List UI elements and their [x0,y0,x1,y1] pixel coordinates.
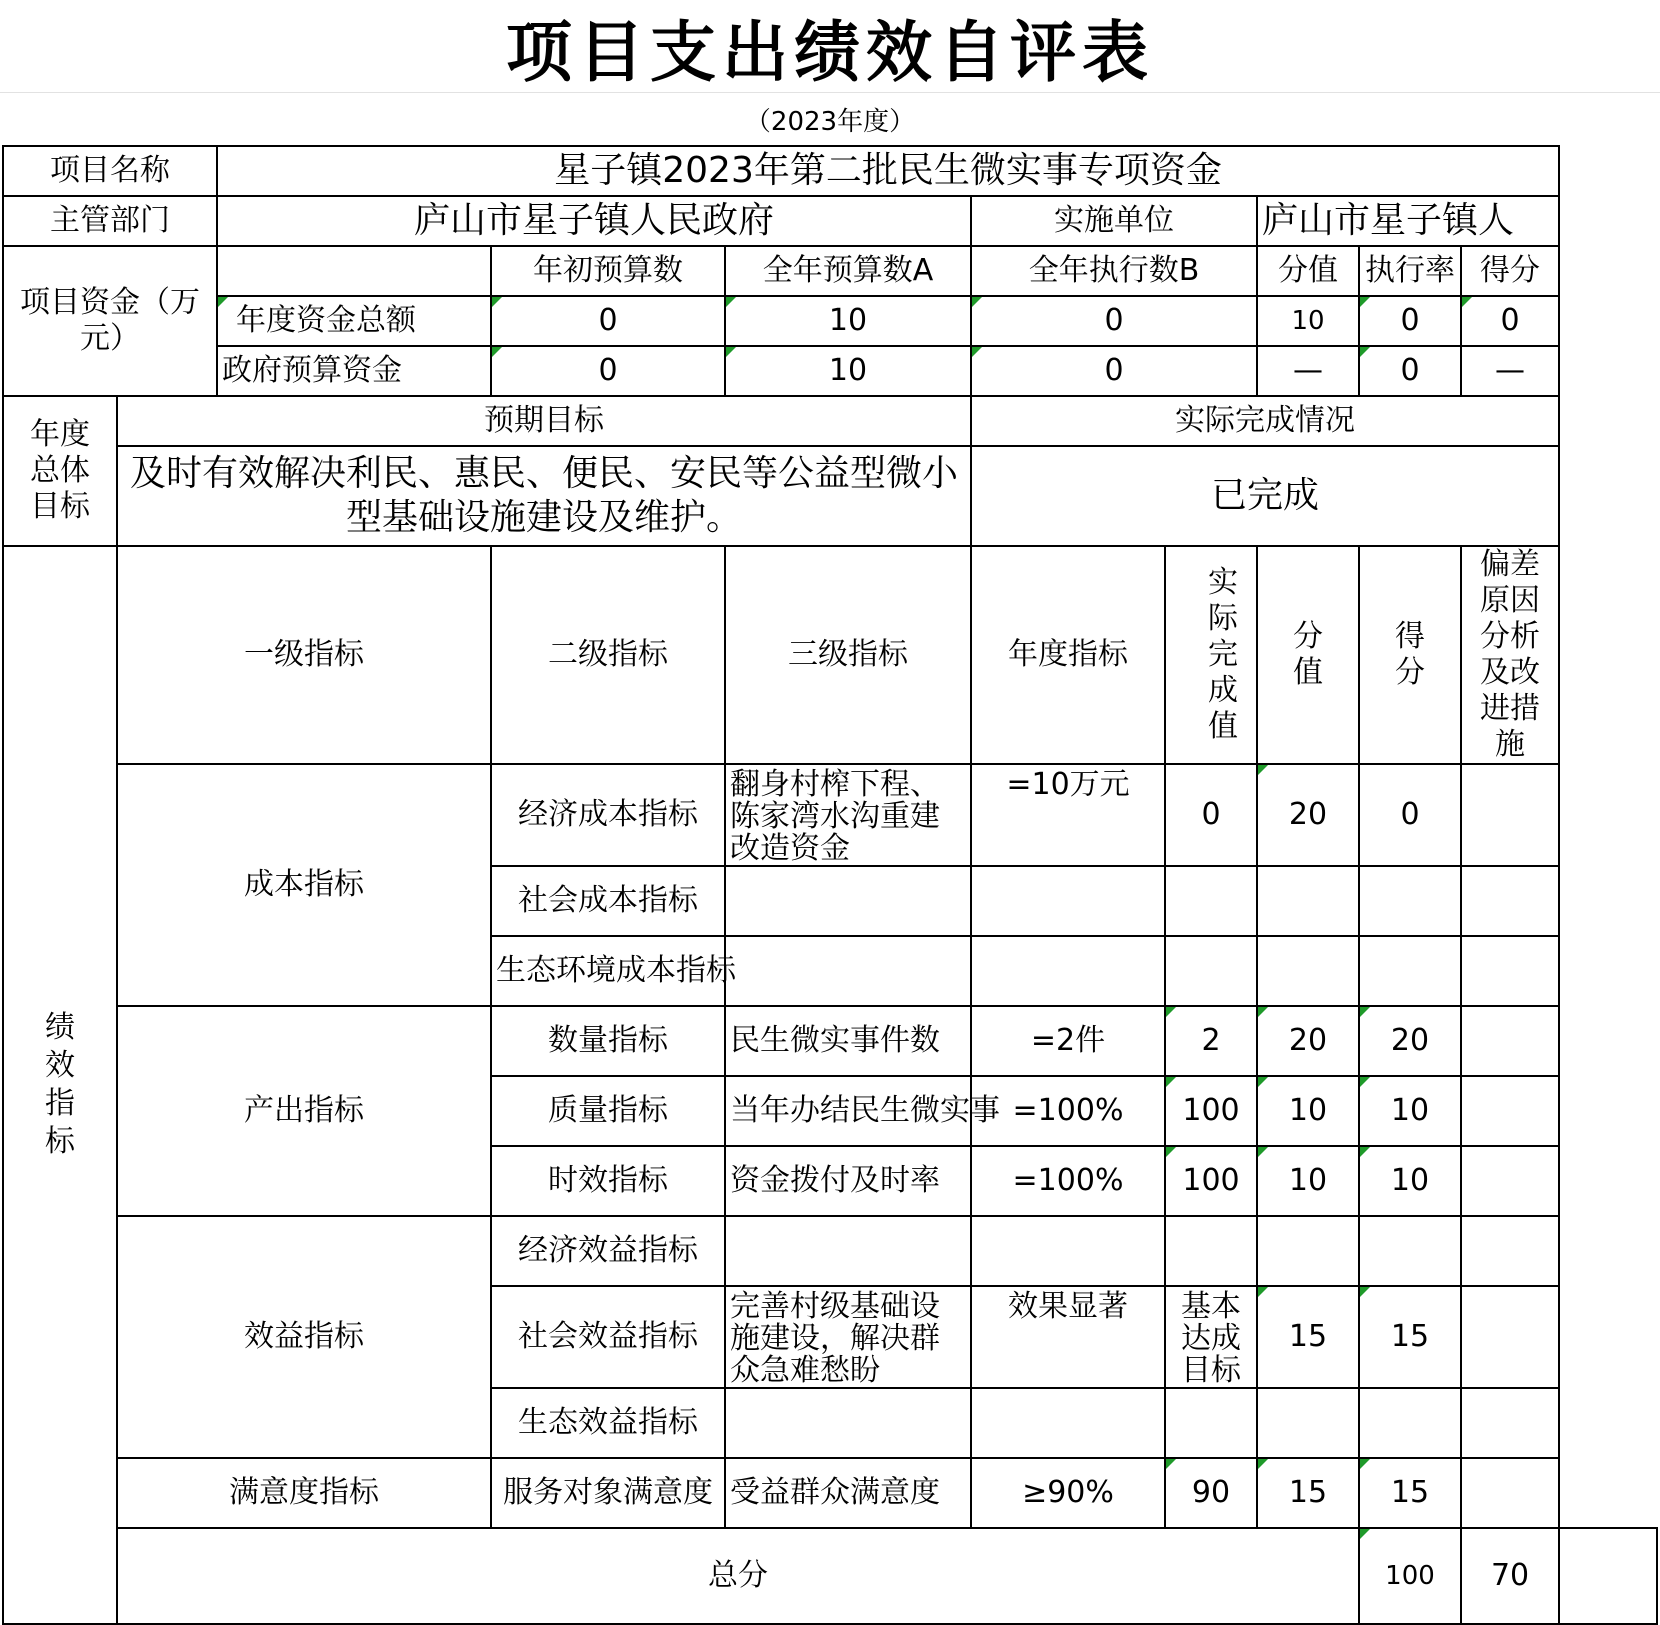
indicator-actual: 100 [1165,1146,1257,1216]
indicator-level3: 资金拨付及时率 [725,1146,971,1216]
indicator-actual [1165,936,1257,1006]
evaluation-table [2,145,1658,1625]
indicator-value: 20 [1257,1006,1359,1076]
funds-row-score-value: 10 [1257,296,1359,346]
indicator-reason [1461,1146,1559,1216]
funds-row-executed: 0 [971,346,1257,396]
indicator-level2: 经济效益指标 [491,1216,725,1286]
indicator-score [1359,1216,1461,1286]
funds-row-initial: 0 [491,296,725,346]
grid-divider [0,92,1660,93]
indicator-target: 效果显著 [971,1286,1165,1388]
indicator-target: ≥90% [971,1458,1165,1528]
indicator-actual [1165,866,1257,936]
total-row [3,1528,1657,1624]
funds-row-name: 年度资金总额 [217,296,491,346]
total-reason [1559,1528,1657,1624]
indicator-reason [1461,1388,1559,1458]
indicator-score [1359,866,1461,936]
department-row [3,196,1657,246]
indicator-actual [1165,1388,1257,1458]
indicator-level2: 质量指标 [491,1076,725,1146]
document-title: 项目支出绩效自评表 [506,12,1154,91]
goal-expected-value: 及时有效解决利民、惠民、便民、安民等公益型微小型基础设施建设及维护。 [117,446,971,546]
indicators-header-level2: 二级指标 [491,546,725,764]
indicator-value: 15 [1257,1286,1359,1388]
funds-row-name: 政府预算资金 [217,346,491,396]
total-score: 70 [1461,1528,1559,1624]
indicator-reason [1461,866,1559,936]
indicator-row [3,764,1657,866]
indicator-level3 [725,936,971,1006]
indicator-actual: 0 [1165,764,1257,866]
indicator-level2: 生态环境成本指标 [491,936,725,1006]
funds-header-initial: 年初预算数 [491,246,725,296]
indicator-score: 10 [1359,1076,1461,1146]
indicator-value [1257,1388,1359,1458]
indicator-group-label: 成本指标 [117,764,491,1006]
indicator-actual: 2 [1165,1006,1257,1076]
indicator-level3: 完善村级基础设施建设，解决群众急难愁盼 [725,1286,971,1388]
funds-row-score-value: — [1257,346,1359,396]
indicator-row [3,1458,1657,1528]
funds-header-score: 得分 [1461,246,1559,296]
indicators-header-reason: 偏差原因分析及改进措施 [1461,546,1559,764]
indicator-reason [1461,936,1559,1006]
indicator-reason [1461,1216,1559,1286]
indicators-section-label: 绩效指标 [3,546,117,1624]
indicator-level3 [725,866,971,936]
indicator-actual [1165,1216,1257,1286]
goal-actual-value: 已完成 [971,446,1559,546]
indicator-level3: 翻身村榨下程、陈家湾水沟重建改造资金 [725,764,971,866]
funds-row-initial: 0 [491,346,725,396]
indicators-header-score: 得分 [1359,546,1461,764]
indicator-target [971,1388,1165,1458]
indicator-level2: 生态效益指标 [491,1388,725,1458]
funds-header-row [3,246,1657,296]
indicator-actual: 基本达成目标 [1165,1286,1257,1388]
indicator-score: 20 [1359,1006,1461,1076]
document-year: （2023年度） [744,106,916,137]
project-name-value: 星子镇2023年第二批民生微实事专项资金 [217,146,1559,196]
funds-header-executed: 全年执行数B [971,246,1257,296]
department-label: 主管部门 [3,196,217,246]
indicator-score: 15 [1359,1458,1461,1528]
indicator-target: =100% [971,1146,1165,1216]
indicator-actual: 90 [1165,1458,1257,1528]
funds-row-annual: 10 [725,346,971,396]
funds-row [3,346,1657,396]
indicator-actual: 100 [1165,1076,1257,1146]
indicators-header-value: 分值 [1257,546,1359,764]
indicator-group-label: 效益指标 [117,1216,491,1458]
funds-header-rate: 执行率 [1359,246,1461,296]
indicator-level3: 民生微实事件数 [725,1006,971,1076]
indicators-header-level1: 一级指标 [117,546,491,764]
indicator-level3: 受益群众满意度 [725,1458,971,1528]
indicator-score: 15 [1359,1286,1461,1388]
indicator-row [3,1216,1657,1286]
funds-row-rate: 0 [1359,346,1461,396]
indicators-header-target: 年度指标 [971,546,1165,764]
indicator-value: 20 [1257,764,1359,866]
indicator-score [1359,1388,1461,1458]
funds-row [3,296,1657,346]
goal-actual-label: 实际完成情况 [971,396,1559,446]
indicator-level2: 时效指标 [491,1146,725,1216]
funds-header-annual: 全年预算数A [725,246,971,296]
indicators-header-level3: 三级指标 [725,546,971,764]
funds-row-rate: 0 [1359,296,1461,346]
indicator-target: =10万元 [971,764,1165,866]
indicator-reason [1461,1006,1559,1076]
indicator-score: 0 [1359,764,1461,866]
indicator-level3 [725,1388,971,1458]
indicator-reason [1461,1458,1559,1528]
indicator-value [1257,936,1359,1006]
indicator-value: 10 [1257,1076,1359,1146]
funds-row-score: 0 [1461,296,1559,346]
indicator-target [971,936,1165,1006]
indicator-level2: 社会效益指标 [491,1286,725,1388]
indicator-row [3,1006,1657,1076]
indicator-target [971,866,1165,936]
project-name-row [3,146,1657,196]
indicator-group-label: 满意度指标 [117,1458,491,1528]
goal-label: 年度总体目标 [3,396,117,546]
indicator-value: 10 [1257,1146,1359,1216]
department-value: 庐山市星子镇人民政府 [217,196,971,246]
indicator-target [971,1216,1165,1286]
indicator-value: 15 [1257,1458,1359,1528]
indicator-target: =2件 [971,1006,1165,1076]
indicator-group-label: 产出指标 [117,1006,491,1216]
goal-header-row [3,396,1657,446]
indicator-score [1359,936,1461,1006]
indicator-level2: 数量指标 [491,1006,725,1076]
funds-row-executed: 0 [971,296,1257,346]
goal-content-row [3,446,1657,546]
funds-row-annual: 10 [725,296,971,346]
goal-expected-label: 预期目标 [117,396,971,446]
indicator-level2: 社会成本指标 [491,866,725,936]
indicator-value [1257,1216,1359,1286]
project-name-label: 项目名称 [3,146,217,196]
implementer-value: 庐山市星子镇人 [1257,196,1559,246]
indicator-level2: 服务对象满意度 [491,1458,725,1528]
indicator-score: 10 [1359,1146,1461,1216]
funds-row-score: — [1461,346,1559,396]
indicator-level3: 当年办结民生微实事 [725,1076,971,1146]
indicator-target: =100% [971,1076,1165,1146]
indicators-header-actual: 实际完成值 [1165,546,1257,764]
total-value: 100 [1359,1528,1461,1624]
indicator-value [1257,866,1359,936]
indicator-reason [1461,764,1559,866]
indicator-level3 [725,1216,971,1286]
funds-header-score-value: 分值 [1257,246,1359,296]
funds-header-blank [217,246,491,296]
implementer-label: 实施单位 [971,196,1257,246]
funds-label: 项目资金（万元） [3,246,217,396]
indicator-reason [1461,1076,1559,1146]
indicators-header-row [3,546,1657,764]
indicator-level2: 经济成本指标 [491,764,725,866]
total-label: 总分 [117,1528,1359,1624]
indicator-reason [1461,1286,1559,1388]
